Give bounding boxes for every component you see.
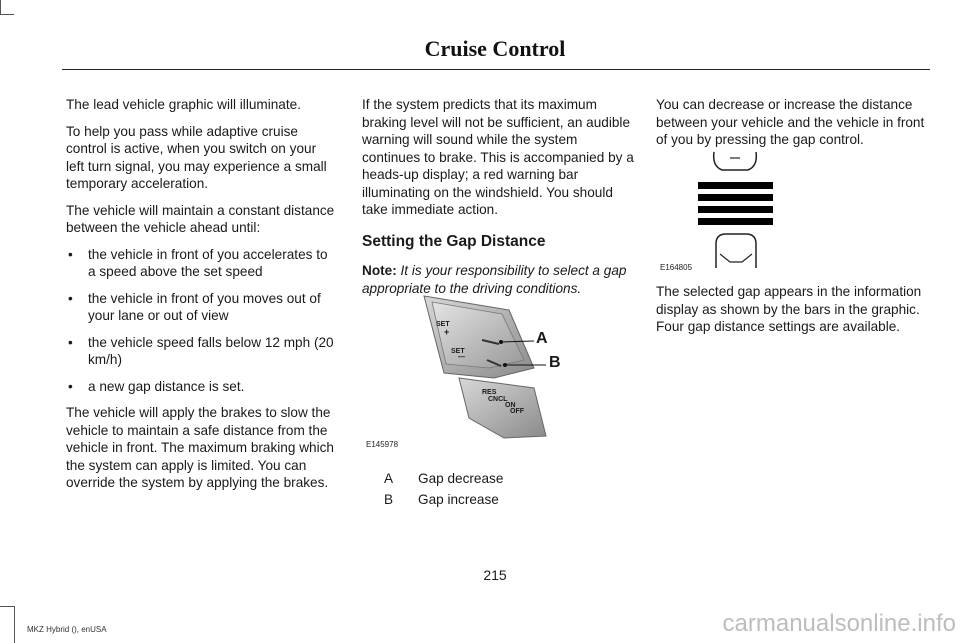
bullet-icon: • xyxy=(68,290,73,306)
column-1 xyxy=(66,96,336,501)
note-label: Note: xyxy=(362,263,397,278)
button-label-cncl: CNCL xyxy=(488,396,508,403)
crop-mark xyxy=(0,0,1,14)
legend-row xyxy=(384,489,503,510)
paragraph: The selected gap appears in the information display as shown by the bars in the graphic. Four gap distance settings are available. xyxy=(656,284,922,334)
document-id: MKZ Hybrid (), enUSA xyxy=(27,625,107,634)
legend-key: A xyxy=(384,471,394,486)
button-label-set: SET xyxy=(436,321,450,328)
paragraph: If the system predicts that its maximum braking level will not be sufficient, an audible warning will sound while the system continues to brake. This is accompanied by a heads-up display; a red warning bar illuminating on the windshield. You should take immediate action. xyxy=(362,97,634,217)
list-item: • the vehicle in front of you moves out of your lane or out of view xyxy=(68,290,321,323)
legend-row xyxy=(384,468,503,489)
steering-wheel-controls-figure xyxy=(384,288,564,453)
legend-label: Gap decrease xyxy=(418,471,504,486)
paragraph: The vehicle will maintain a constant distance between the vehicle ahead until: xyxy=(66,202,335,235)
legend-label: Gap increase xyxy=(418,492,499,507)
column-2 xyxy=(362,96,634,306)
callout-a: A xyxy=(536,330,548,347)
button-label-off: OFF xyxy=(510,408,524,415)
bullet-icon: • xyxy=(68,334,73,350)
crop-mark xyxy=(0,606,14,607)
button-label-minus: — xyxy=(458,354,465,361)
gap-bars-icon xyxy=(690,148,782,272)
bullet-list xyxy=(66,246,336,396)
column-3-lower xyxy=(656,283,930,345)
button-label-plus: + xyxy=(444,327,450,337)
list-item: • the vehicle in front of you accelerates to a speed above the set speed xyxy=(68,246,328,279)
page-title: Cruise Control xyxy=(424,36,566,61)
bullet-icon: • xyxy=(68,378,73,394)
paragraph: To help you pass while adaptive cruise control is active, when you switch on your left turn signal, you may experience a small temporary acceleration. xyxy=(66,123,327,191)
figure-code: E164805 xyxy=(660,263,693,272)
list-item: • the vehicle speed falls below 12 mph (20 km/h) xyxy=(68,334,334,367)
paragraph: You can decrease or increase the distance between your vehicle and the vehicle in front of you by pressing the gap control. xyxy=(656,97,925,147)
list-item: • a new gap distance is set. xyxy=(68,378,245,394)
section-heading: Setting the Gap Distance xyxy=(362,232,546,250)
crop-mark xyxy=(14,606,15,643)
paragraph: The lead vehicle graphic will illuminate. xyxy=(66,97,301,112)
figure-legend xyxy=(384,468,503,510)
button-label-on: ON xyxy=(505,402,516,409)
button-label-res: RES xyxy=(482,389,497,396)
steering-wheel-controls-icon xyxy=(384,288,564,453)
crop-mark xyxy=(0,14,14,15)
callout-b: B xyxy=(549,354,561,371)
paragraph: The vehicle will apply the brakes to slow the vehicle to maintain a safe distance from the vehicle in front. The maximum braking which the system can apply is limited. You can override the system by applying the brakes. xyxy=(66,405,334,490)
figure-code: E145978 xyxy=(366,440,399,449)
note-text: It is your responsibility to select a gap appropriate to the driving conditions. xyxy=(362,263,627,296)
legend-key: B xyxy=(384,492,394,507)
header-rule xyxy=(62,69,930,70)
button-label-set: SET xyxy=(451,348,465,355)
page-number: 215 xyxy=(483,567,507,583)
watermark: carmanualsonline.info xyxy=(722,610,956,637)
bullet-icon: • xyxy=(68,246,73,262)
gap-display-figure xyxy=(690,148,782,272)
